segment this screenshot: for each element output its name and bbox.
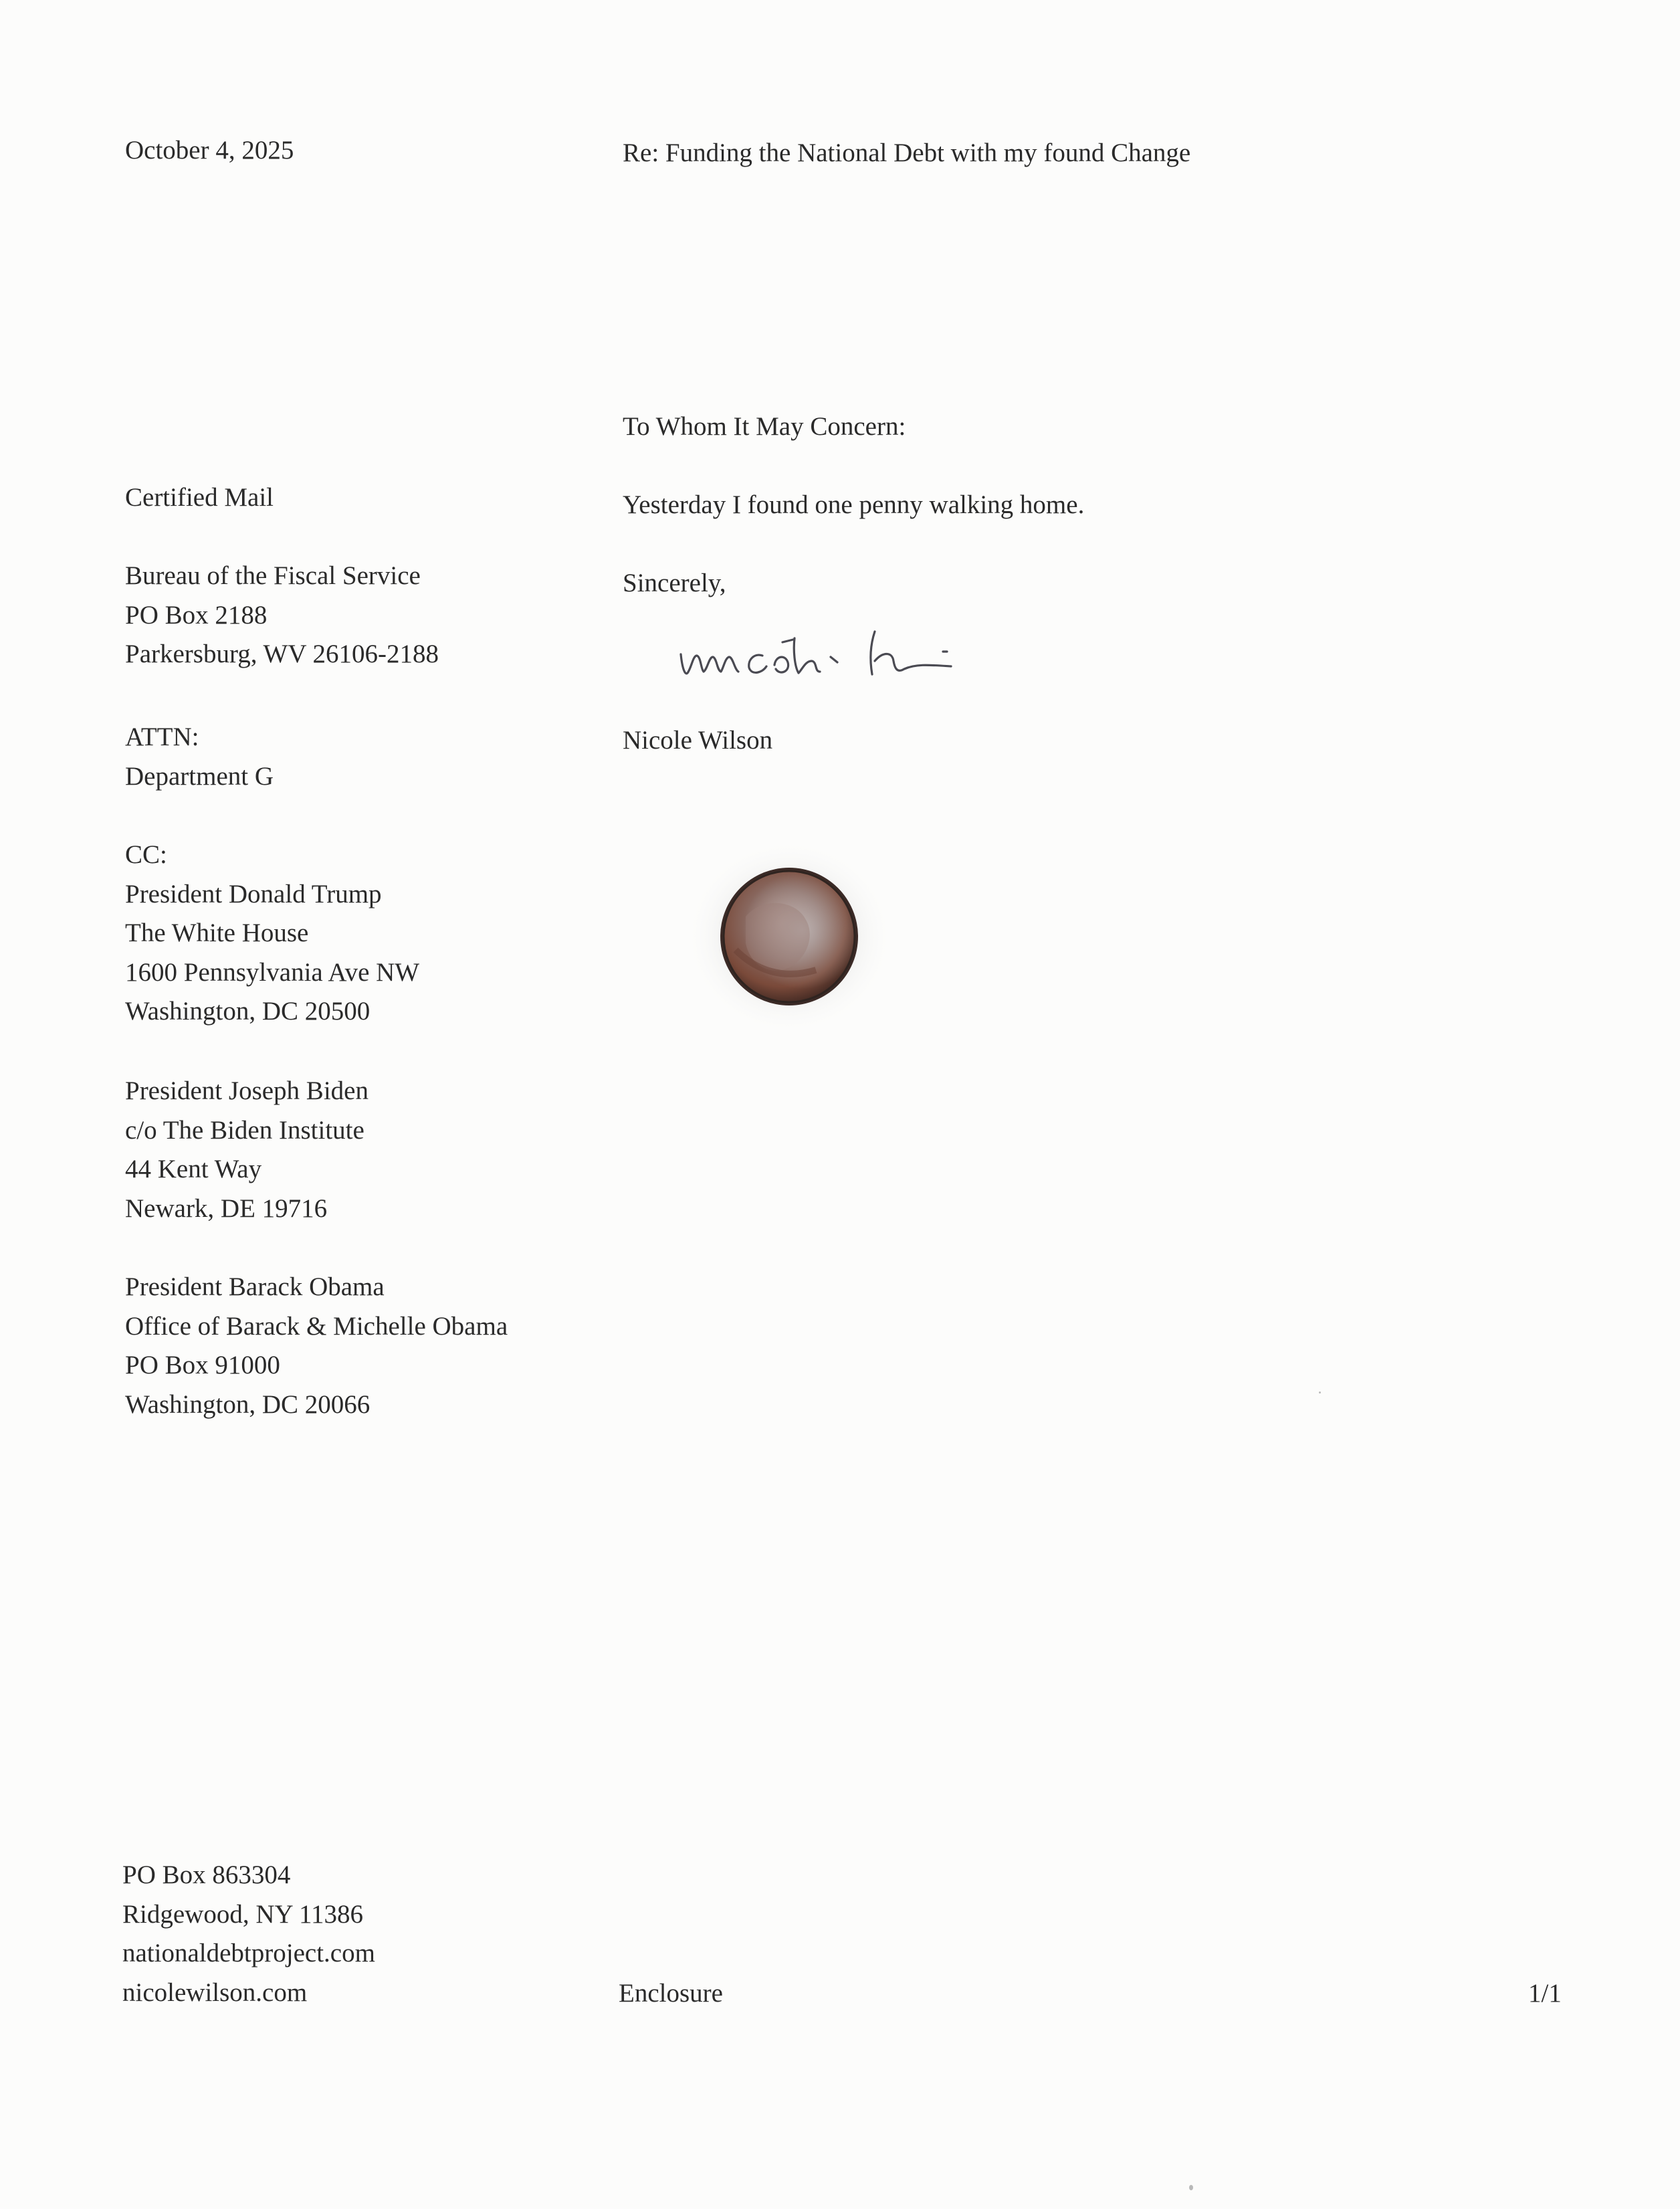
address-line: Office of Barack & Michelle Obama — [125, 1311, 508, 1341]
address-line: 1600 Pennsylvania Ave NW — [125, 957, 420, 987]
address-line: PO Box 91000 — [125, 1351, 280, 1379]
signature-image — [662, 602, 1023, 696]
signer-name: Nicole Wilson — [623, 726, 773, 755]
scan-speck — [1189, 2185, 1193, 2190]
subject-line: Re: Funding the National Debt with my found Change — [623, 138, 1191, 167]
cc-block-obama — [125, 1268, 508, 1424]
sender-line: Ridgewood, NY 11386 — [122, 1899, 364, 1929]
address-line: Washington, DC 20500 — [125, 997, 371, 1026]
attn-label: ATTN: — [125, 723, 199, 751]
address-line: President Barack Obama — [125, 1272, 385, 1301]
address-line: c/o The Biden Institute — [125, 1115, 364, 1145]
cc-block-biden — [125, 1072, 369, 1228]
penny-image — [682, 836, 896, 1037]
address-line: President Joseph Biden — [125, 1076, 369, 1105]
message: Yesterday I found one penny walking home. — [623, 490, 1085, 519]
page-number: 1/1 — [1528, 1979, 1562, 2008]
enclosure-note: Enclosure — [619, 1979, 723, 2008]
sender-website: nicolewilson.com — [122, 1978, 308, 2007]
salutation: To Whom It May Concern: — [623, 412, 906, 441]
attn-department: Department G — [125, 761, 274, 791]
address-line: Washington, DC 20066 — [125, 1389, 371, 1419]
cc-label: CC: — [125, 840, 167, 869]
attention-block — [125, 718, 274, 796]
address-line: 44 Kent Way — [125, 1155, 262, 1183]
recipient-address — [125, 557, 439, 674]
sender-line: PO Box 863304 — [122, 1860, 291, 1889]
sender-website: nationaldebtproject.com — [122, 1939, 375, 1967]
delivery-method: Certified Mail — [125, 483, 274, 512]
closing: Sincerely, — [623, 569, 726, 597]
scan-speck — [1319, 1391, 1321, 1394]
letter-date: October 4, 2025 — [125, 136, 294, 165]
address-line: Parkersburg, WV 26106-2188 — [125, 640, 439, 668]
address-line: The White House — [125, 919, 309, 947]
address-line: Newark, DE 19716 — [125, 1193, 328, 1223]
sender-address — [122, 1856, 375, 2012]
address-line: President Donald Trump — [125, 879, 382, 908]
cc-block-trump — [125, 836, 419, 1032]
address-line: Bureau of the Fiscal Service — [125, 561, 421, 590]
address-line: PO Box 2188 — [125, 600, 268, 630]
